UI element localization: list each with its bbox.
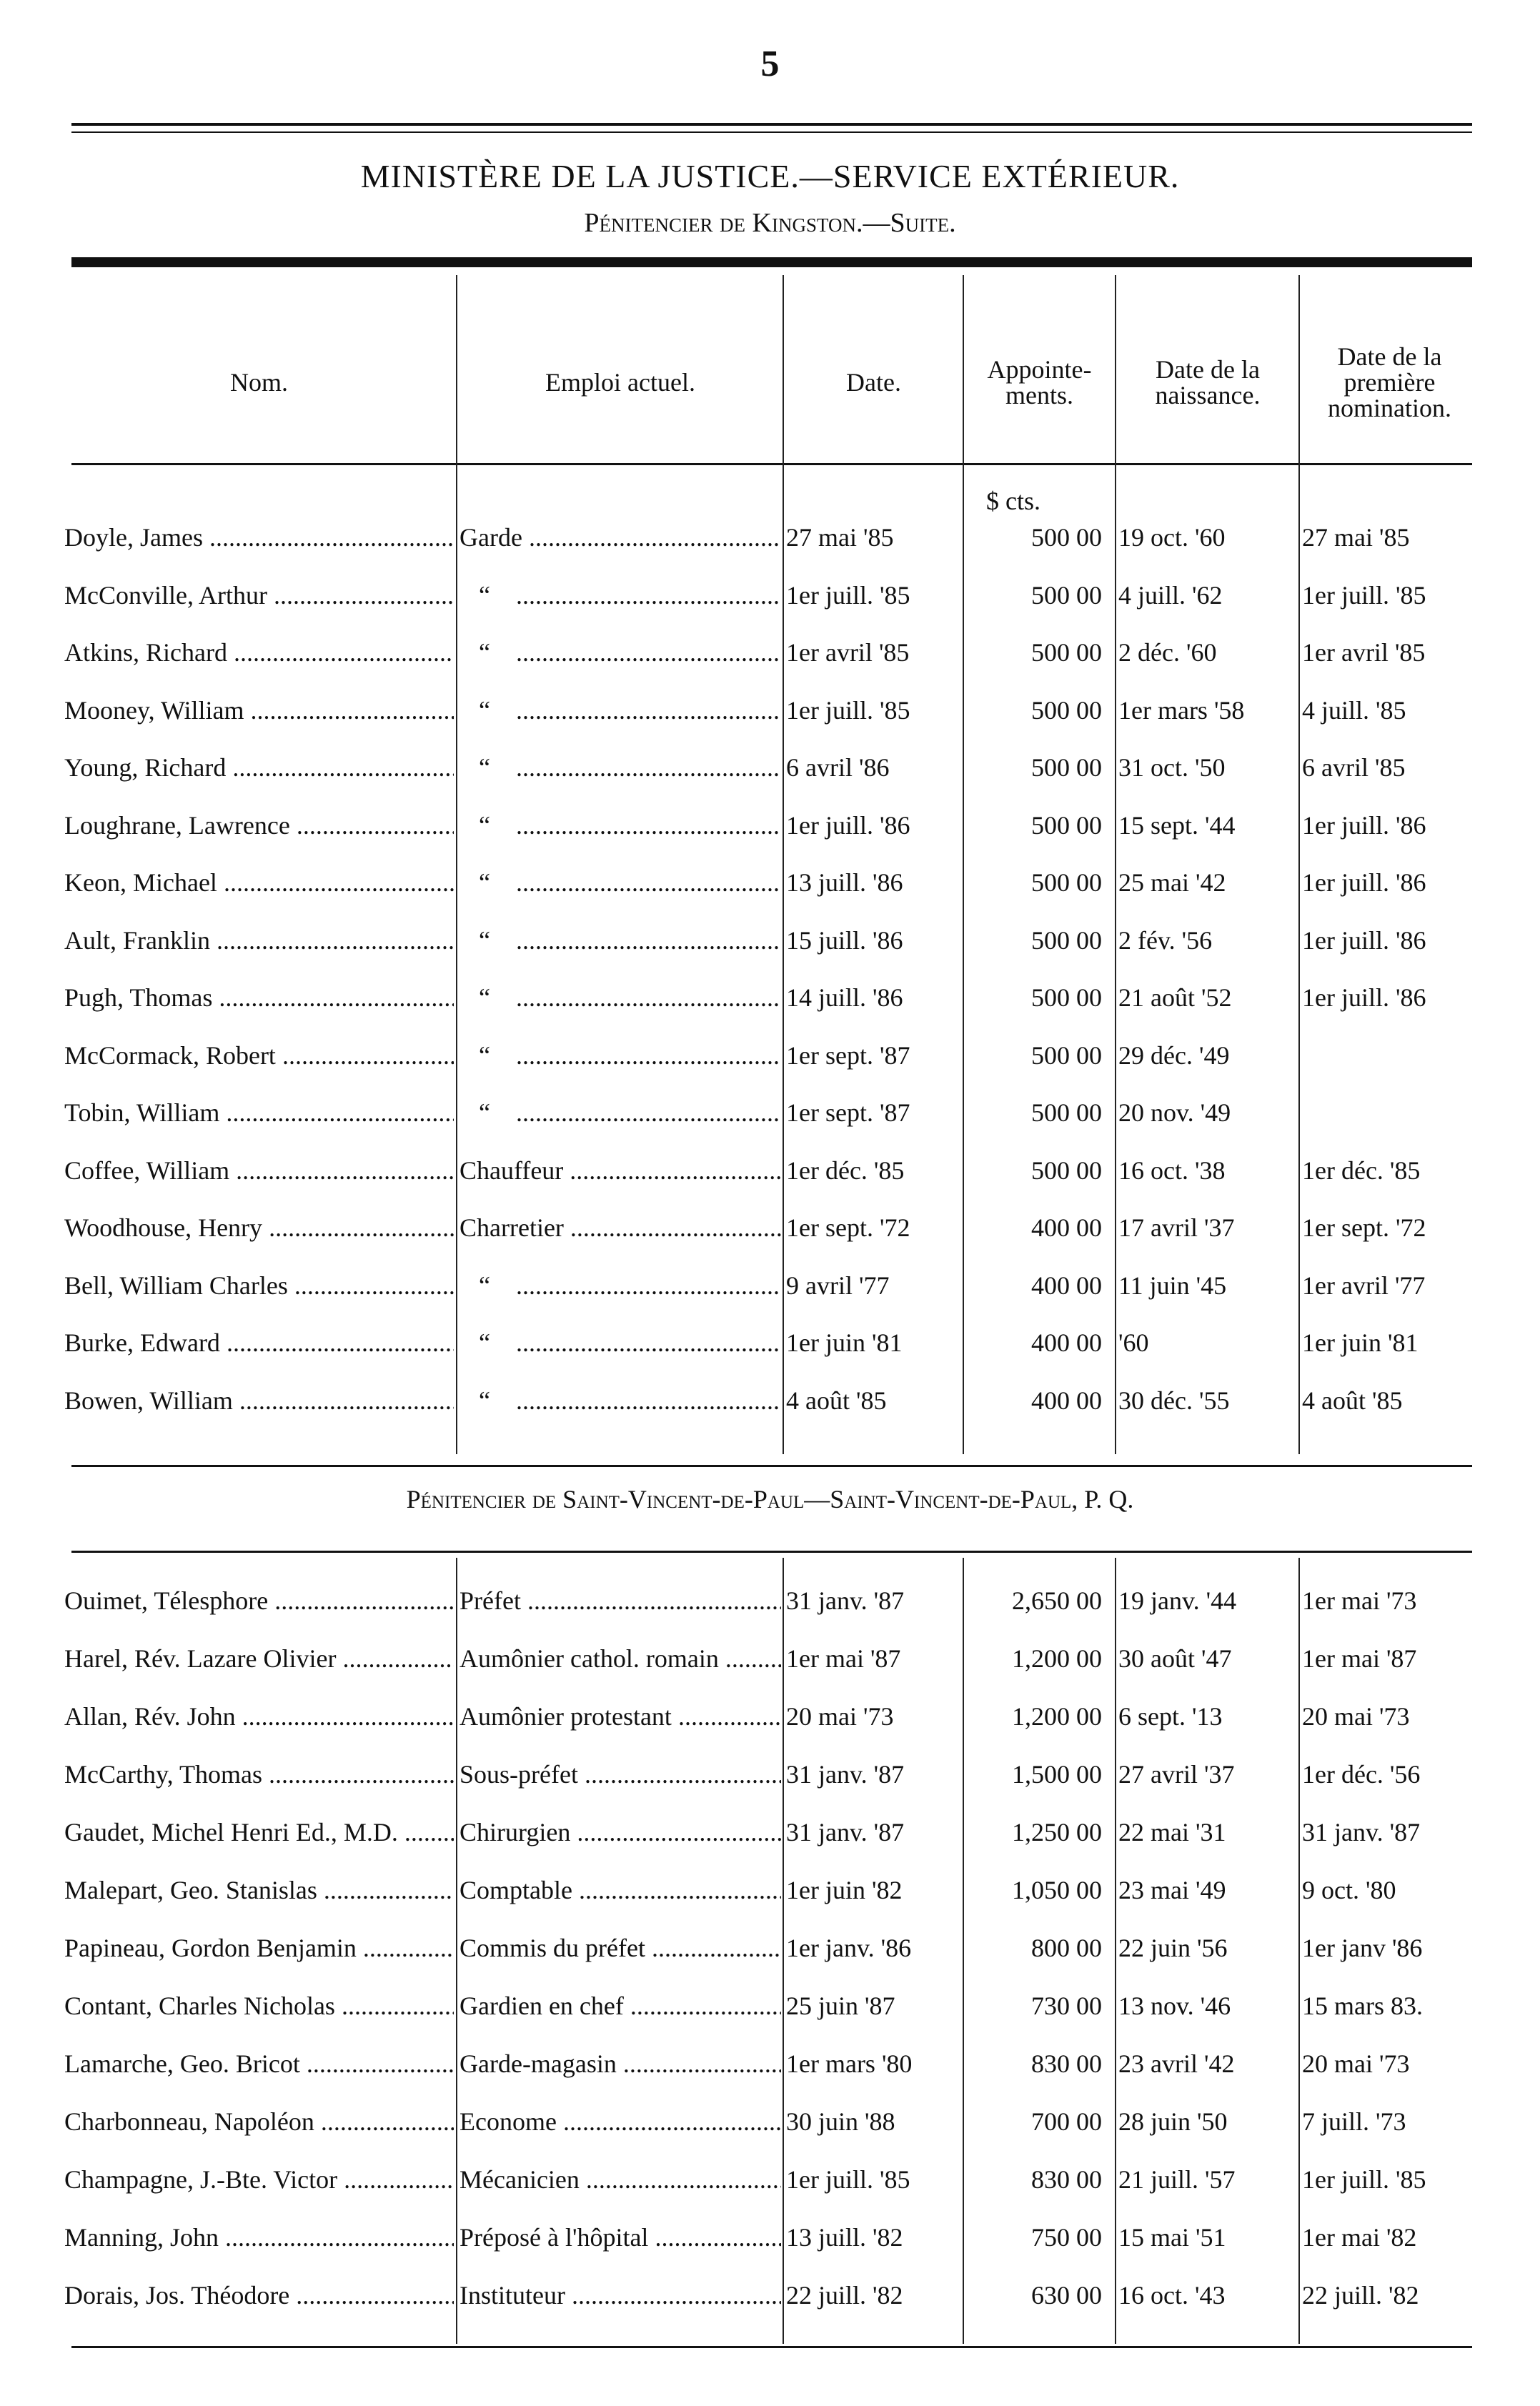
- appointements-cell: 730 00: [1031, 1992, 1102, 2020]
- birth-date-cell: 2 fév. '56: [1118, 925, 1213, 955]
- date-cell: 31 janv. '87: [786, 1760, 905, 1789]
- name-cell: Manning, John .....: [64, 2209, 454, 2266]
- date-cell: 31 janv. '87: [786, 1818, 905, 1846]
- birth-date-cell: 22 juin '56: [1118, 1934, 1228, 1962]
- appointements-cell: 500 00: [1031, 810, 1102, 840]
- first-nomination-cell: 1er juill. '86: [1302, 925, 1426, 955]
- first-nomination-cell: 1er janv '86: [1302, 1934, 1423, 1962]
- col-header-date: Date.: [846, 368, 901, 397]
- appointements-cell: 2,650 00: [1012, 1586, 1102, 1615]
- name-cell: Keon, Michael .....: [64, 854, 454, 911]
- emploi-cell: Garde-magasin .....: [459, 2035, 781, 2092]
- first-nomination-cell: 31 janv. '87: [1302, 1818, 1421, 1846]
- first-nomination-cell: 1er mai '73: [1302, 1586, 1417, 1615]
- emploi-cell: Chirurgien .....: [459, 1804, 781, 1861]
- birth-date-cell: 21 août '52: [1118, 983, 1232, 1012]
- appointements-cell: 830 00: [1031, 2165, 1102, 2194]
- emploi-cell: Garde .....: [459, 509, 781, 566]
- table-row: [0, 1142, 1540, 1199]
- emploi-cell: Charretier .....: [459, 1199, 781, 1256]
- emploi-cell: Aumônier protestant .....: [459, 1688, 781, 1745]
- birth-date-cell: 28 juin '50: [1118, 2107, 1228, 2136]
- birth-date-cell: 29 déc. '49: [1118, 1040, 1230, 1070]
- date-cell: 4 août '85: [786, 1386, 887, 1415]
- first-nomination-cell: 1er juill. '86: [1302, 810, 1426, 840]
- column-divider: [1115, 275, 1116, 1454]
- birth-date-cell: 15 mai '51: [1118, 2223, 1226, 2252]
- name-cell: Doyle, James .....: [64, 509, 454, 566]
- first-nomination-cell: 1er avril '85: [1302, 638, 1426, 667]
- name-cell: Bowen, William .....: [64, 1372, 454, 1429]
- date-cell: 1er juill. '85: [786, 2165, 910, 2194]
- currency-units: $ cts.: [986, 487, 1040, 515]
- name-cell: Lamarche, Geo. Bricot .....: [64, 2035, 454, 2092]
- section-bottom-rule: [71, 1551, 1472, 1553]
- table-row: [0, 1919, 1540, 1977]
- appointements-cell: 400 00: [1031, 1271, 1102, 1300]
- date-cell: 1er mars '80: [786, 2049, 913, 2078]
- table-row: [0, 509, 1540, 566]
- first-nomination-cell: 1er juill. '86: [1302, 868, 1426, 897]
- name-cell: Loughrane, Lawrence .....: [64, 797, 454, 854]
- emploi-cell: Econome .....: [459, 2093, 781, 2150]
- birth-date-cell: 21 juill. '57: [1118, 2165, 1236, 2194]
- first-nomination-cell: 20 mai '73: [1302, 2049, 1410, 2078]
- name-cell: Charbonneau, Napoléon .....: [64, 2093, 454, 2150]
- col-header-birth: Date de la naissance.: [1155, 355, 1261, 409]
- emploi-cell: Instituteur .....: [459, 2267, 781, 2324]
- emploi-cell: “ .....: [459, 1027, 781, 1084]
- first-nomination-cell: 1er avril '77: [1302, 1271, 1426, 1300]
- date-cell: 1er janv. '86: [786, 1934, 912, 1962]
- birth-date-cell: 1er mars '58: [1118, 695, 1245, 725]
- appointements-cell: 400 00: [1031, 1213, 1102, 1242]
- name-cell: Ouimet, Télesphore .....: [64, 1572, 454, 1629]
- birth-date-cell: 13 nov. '46: [1118, 1992, 1231, 2020]
- first-nomination-cell: 4 juill. '85: [1302, 695, 1406, 725]
- col-header-appointements: Appointe-ments.: [987, 355, 1092, 409]
- date-cell: 13 juill. '82: [786, 2223, 903, 2252]
- name-cell: Bell, William Charles .....: [64, 1257, 454, 1314]
- table-row: [0, 739, 1540, 796]
- table-row: [0, 1199, 1540, 1256]
- emploi-cell: Comptable .....: [459, 1861, 781, 1919]
- name-cell: Burke, Edward .....: [64, 1314, 454, 1371]
- name-cell: Tobin, William .....: [64, 1084, 454, 1141]
- appointements-cell: 500 00: [1031, 1155, 1102, 1185]
- penitentiary-subtitle: Pénitencier de Kingston.—Suite.: [584, 208, 956, 238]
- table-row: [0, 797, 1540, 854]
- emploi-cell: “ .....: [459, 1314, 781, 1371]
- page-number: 5: [760, 44, 780, 84]
- table-row: [0, 854, 1540, 911]
- table-row: [0, 1372, 1540, 1429]
- birth-date-cell: 22 mai '31: [1118, 1818, 1226, 1846]
- first-nomination-cell: 1er juill. '85: [1302, 2165, 1426, 2194]
- appointements-cell: 700 00: [1031, 2107, 1102, 2136]
- name-cell: Coffee, William .....: [64, 1142, 454, 1199]
- emploi-cell: “ .....: [459, 1257, 781, 1314]
- column-divider: [963, 1558, 964, 2344]
- col-header-first-nomination: Date de la première nomination.: [1328, 342, 1451, 422]
- birth-date-cell: 23 avril '42: [1118, 2049, 1235, 2078]
- name-cell: Champagne, J.-Bte. Victor .....: [64, 2151, 454, 2208]
- table-row: [0, 1688, 1540, 1745]
- date-cell: 27 mai '85: [786, 523, 894, 552]
- first-nomination-cell: 1er sept. '72: [1302, 1213, 1426, 1242]
- birth-date-cell: 31 oct. '50: [1118, 753, 1226, 782]
- first-nomination-cell: 15 mars 83.: [1302, 1992, 1423, 2020]
- table-row: [0, 1027, 1540, 1084]
- bottom-rule: [71, 2346, 1472, 2348]
- name-cell: Dorais, Jos. Théodore .....: [64, 2267, 454, 2324]
- emploi-cell: “ .....: [459, 969, 781, 1026]
- date-cell: 20 mai '73: [786, 1702, 894, 1731]
- col-header-name: Nom.: [230, 368, 288, 397]
- table-row: [0, 1630, 1540, 1687]
- first-nomination-cell: 1er déc. '56: [1302, 1760, 1421, 1789]
- date-cell: 14 juill. '86: [786, 983, 903, 1012]
- table-row: [0, 682, 1540, 739]
- name-cell: Gaudet, Michel Henri Ed., M.D. .....: [64, 1804, 454, 1861]
- emploi-cell: Préfet .....: [459, 1572, 781, 1629]
- column-divider: [783, 275, 784, 1454]
- birth-date-cell: 27 avril '37: [1118, 1760, 1235, 1789]
- name-cell: Pugh, Thomas .....: [64, 969, 454, 1026]
- emploi-cell: Préposé à l'hôpital .....: [459, 2209, 781, 2266]
- table-row: [0, 1572, 1540, 1629]
- appointements-cell: 830 00: [1031, 2049, 1102, 2078]
- date-cell: 1er juill. '86: [786, 810, 910, 840]
- appointements-cell: 750 00: [1031, 2223, 1102, 2252]
- date-cell: 1er sept. '87: [786, 1040, 910, 1070]
- first-nomination-cell: 1er juill. '86: [1302, 983, 1426, 1012]
- appointements-cell: 500 00: [1031, 868, 1102, 897]
- top-rule-2: [71, 131, 1472, 133]
- first-nomination-cell: 22 juill. '82: [1302, 2281, 1419, 2310]
- appointements-cell: 1,200 00: [1012, 1702, 1102, 1731]
- name-cell: Contant, Charles Nicholas .....: [64, 1977, 454, 2034]
- emploi-cell: “ .....: [459, 682, 781, 739]
- name-cell: Atkins, Richard .....: [64, 624, 454, 681]
- appointements-cell: 1,050 00: [1012, 1876, 1102, 1904]
- birth-date-cell: 20 nov. '49: [1118, 1098, 1231, 1127]
- name-cell: Harel, Rév. Lazare Olivier .....: [64, 1630, 454, 1687]
- column-divider: [963, 275, 964, 1454]
- appointements-cell: 500 00: [1031, 1040, 1102, 1070]
- date-cell: 9 avril '77: [786, 1271, 890, 1300]
- name-cell: McCormack, Robert .....: [64, 1027, 454, 1084]
- appointements-cell: 400 00: [1031, 1386, 1102, 1415]
- first-nomination-cell: 20 mai '73: [1302, 1702, 1410, 1731]
- first-nomination-cell: 9 oct. '80: [1302, 1876, 1396, 1904]
- birth-date-cell: 2 déc. '60: [1118, 638, 1217, 667]
- first-nomination-cell: 6 avril '85: [1302, 753, 1406, 782]
- first-nomination-cell: 1er mai '82: [1302, 2223, 1417, 2252]
- first-nomination-cell: 7 juill. '73: [1302, 2107, 1406, 2136]
- table-row: [0, 969, 1540, 1026]
- table-row: [0, 2267, 1540, 2324]
- birth-date-cell: 19 oct. '60: [1118, 523, 1226, 552]
- column-divider: [1298, 1558, 1300, 2344]
- appointements-cell: 400 00: [1031, 1328, 1102, 1357]
- header-thick-rule: [71, 257, 1472, 267]
- appointements-cell: 1,500 00: [1012, 1760, 1102, 1789]
- table-row: [0, 1314, 1540, 1371]
- date-cell: 1er mai '87: [786, 1644, 901, 1673]
- first-nomination-cell: 1er mai '87: [1302, 1644, 1417, 1673]
- emploi-cell: Chauffeur .....: [459, 1142, 781, 1199]
- appointements-cell: 1,200 00: [1012, 1644, 1102, 1673]
- first-nomination-cell: 1er juin '81: [1302, 1328, 1419, 1357]
- emploi-cell: “ .....: [459, 739, 781, 796]
- appointements-cell: 630 00: [1031, 2281, 1102, 2310]
- column-divider: [1298, 275, 1300, 1454]
- date-cell: 1er juin '81: [786, 1328, 903, 1357]
- date-cell: 6 avril '86: [786, 753, 890, 782]
- appointements-cell: 500 00: [1031, 695, 1102, 725]
- table-row: [0, 1861, 1540, 1919]
- emploi-cell: “ .....: [459, 854, 781, 911]
- table-row: [0, 1977, 1540, 2034]
- table-row: [0, 912, 1540, 969]
- birth-date-cell: 23 mai '49: [1118, 1876, 1226, 1904]
- date-cell: 1er déc. '85: [786, 1155, 905, 1185]
- appointements-cell: 500 00: [1031, 638, 1102, 667]
- table-row: [0, 2093, 1540, 2150]
- ministry-title: MINISTÈRE DE LA JUSTICE.—SERVICE EXTÉRIEUR.: [360, 158, 1180, 194]
- appointements-cell: 500 00: [1031, 753, 1102, 782]
- table-row: [0, 2209, 1540, 2266]
- name-cell: McCarthy, Thomas .....: [64, 1746, 454, 1803]
- first-nomination-cell: 4 août '85: [1302, 1386, 1403, 1415]
- birth-date-cell: 4 juill. '62: [1118, 580, 1223, 610]
- date-cell: 31 janv. '87: [786, 1586, 905, 1615]
- birth-date-cell: 25 mai '42: [1118, 868, 1226, 897]
- first-nomination-cell: 1er déc. '85: [1302, 1155, 1421, 1185]
- emploi-cell: Sous-préfet .....: [459, 1746, 781, 1803]
- column-divider: [456, 1558, 457, 2344]
- appointements-cell: 500 00: [1031, 580, 1102, 610]
- name-cell: Woodhouse, Henry .....: [64, 1199, 454, 1256]
- emploi-cell: “ .....: [459, 912, 781, 969]
- appointements-cell: 500 00: [1031, 983, 1102, 1012]
- table-row: [0, 2035, 1540, 2092]
- date-cell: 25 juin '87: [786, 1992, 895, 2020]
- emploi-cell: Gardien en chef .....: [459, 1977, 781, 2034]
- emploi-cell: “ .....: [459, 1372, 781, 1429]
- appointements-cell: 500 00: [1031, 925, 1102, 955]
- emploi-cell: “ .....: [459, 567, 781, 624]
- date-cell: 13 juill. '86: [786, 868, 903, 897]
- birth-date-cell: 16 oct. '38: [1118, 1155, 1226, 1185]
- date-cell: 1er juin '82: [786, 1876, 903, 1904]
- date-cell: 1er avril '85: [786, 638, 910, 667]
- birth-date-cell: 6 sept. '13: [1118, 1702, 1223, 1731]
- section-divider-rule: [71, 1465, 1472, 1467]
- emploi-cell: “ .....: [459, 624, 781, 681]
- table-row: [0, 1746, 1540, 1803]
- table-row: [0, 1257, 1540, 1314]
- table-row: [0, 567, 1540, 624]
- emploi-cell: “ .....: [459, 1084, 781, 1141]
- date-cell: 1er juill. '85: [786, 580, 910, 610]
- appointements-cell: 500 00: [1031, 523, 1102, 552]
- table-row: [0, 2151, 1540, 2208]
- first-nomination-cell: 1er juill. '85: [1302, 580, 1426, 610]
- col-header-emploi: Emploi actuel.: [545, 368, 695, 397]
- birth-date-cell: 30 déc. '55: [1118, 1386, 1230, 1415]
- emploi-cell: “ .....: [459, 797, 781, 854]
- name-cell: Papineau, Gordon Benjamin .....: [64, 1919, 454, 1977]
- birth-date-cell: 17 avril '37: [1118, 1213, 1235, 1242]
- appointements-cell: 1,250 00: [1012, 1818, 1102, 1846]
- emploi-cell: Aumônier cathol. romain .....: [459, 1630, 781, 1687]
- date-cell: 30 juin '88: [786, 2107, 895, 2136]
- name-cell: Ault, Franklin .....: [64, 912, 454, 969]
- birth-date-cell: '60: [1118, 1328, 1149, 1357]
- table-row: [0, 1084, 1540, 1141]
- emploi-cell: Commis du préfet .....: [459, 1919, 781, 1977]
- name-cell: McConville, Arthur .....: [64, 567, 454, 624]
- emploi-cell: Mécanicien .....: [459, 2151, 781, 2208]
- birth-date-cell: 30 août '47: [1118, 1644, 1232, 1673]
- name-cell: Mooney, William .....: [64, 682, 454, 739]
- date-cell: 22 juill. '82: [786, 2281, 903, 2310]
- birth-date-cell: 15 sept. '44: [1118, 810, 1236, 840]
- date-cell: 1er juill. '85: [786, 695, 910, 725]
- appointements-cell: 800 00: [1031, 1934, 1102, 1962]
- table-row: [0, 1804, 1540, 1861]
- column-divider: [1115, 1558, 1116, 2344]
- column-divider: [783, 1558, 784, 2344]
- top-rule-1: [71, 123, 1472, 126]
- name-cell: Allan, Rév. John .....: [64, 1688, 454, 1745]
- section-title-svdp: Pénitencier de Saint-Vincent-de-Paul—Saint-Vincent-de-Paul, P. Q.: [406, 1485, 1134, 1513]
- column-divider: [456, 275, 457, 1454]
- appointements-cell: 500 00: [1031, 1098, 1102, 1127]
- first-nomination-cell: 27 mai '85: [1302, 523, 1410, 552]
- birth-date-cell: 16 oct. '43: [1118, 2281, 1226, 2310]
- date-cell: 15 juill. '86: [786, 925, 903, 955]
- birth-date-cell: 11 juin '45: [1118, 1271, 1227, 1300]
- name-cell: Young, Richard .....: [64, 739, 454, 796]
- birth-date-cell: 19 janv. '44: [1118, 1586, 1237, 1615]
- table-row: [0, 624, 1540, 681]
- date-cell: 1er sept. '72: [786, 1213, 910, 1242]
- date-cell: 1er sept. '87: [786, 1098, 910, 1127]
- name-cell: Malepart, Geo. Stanislas .....: [64, 1861, 454, 1919]
